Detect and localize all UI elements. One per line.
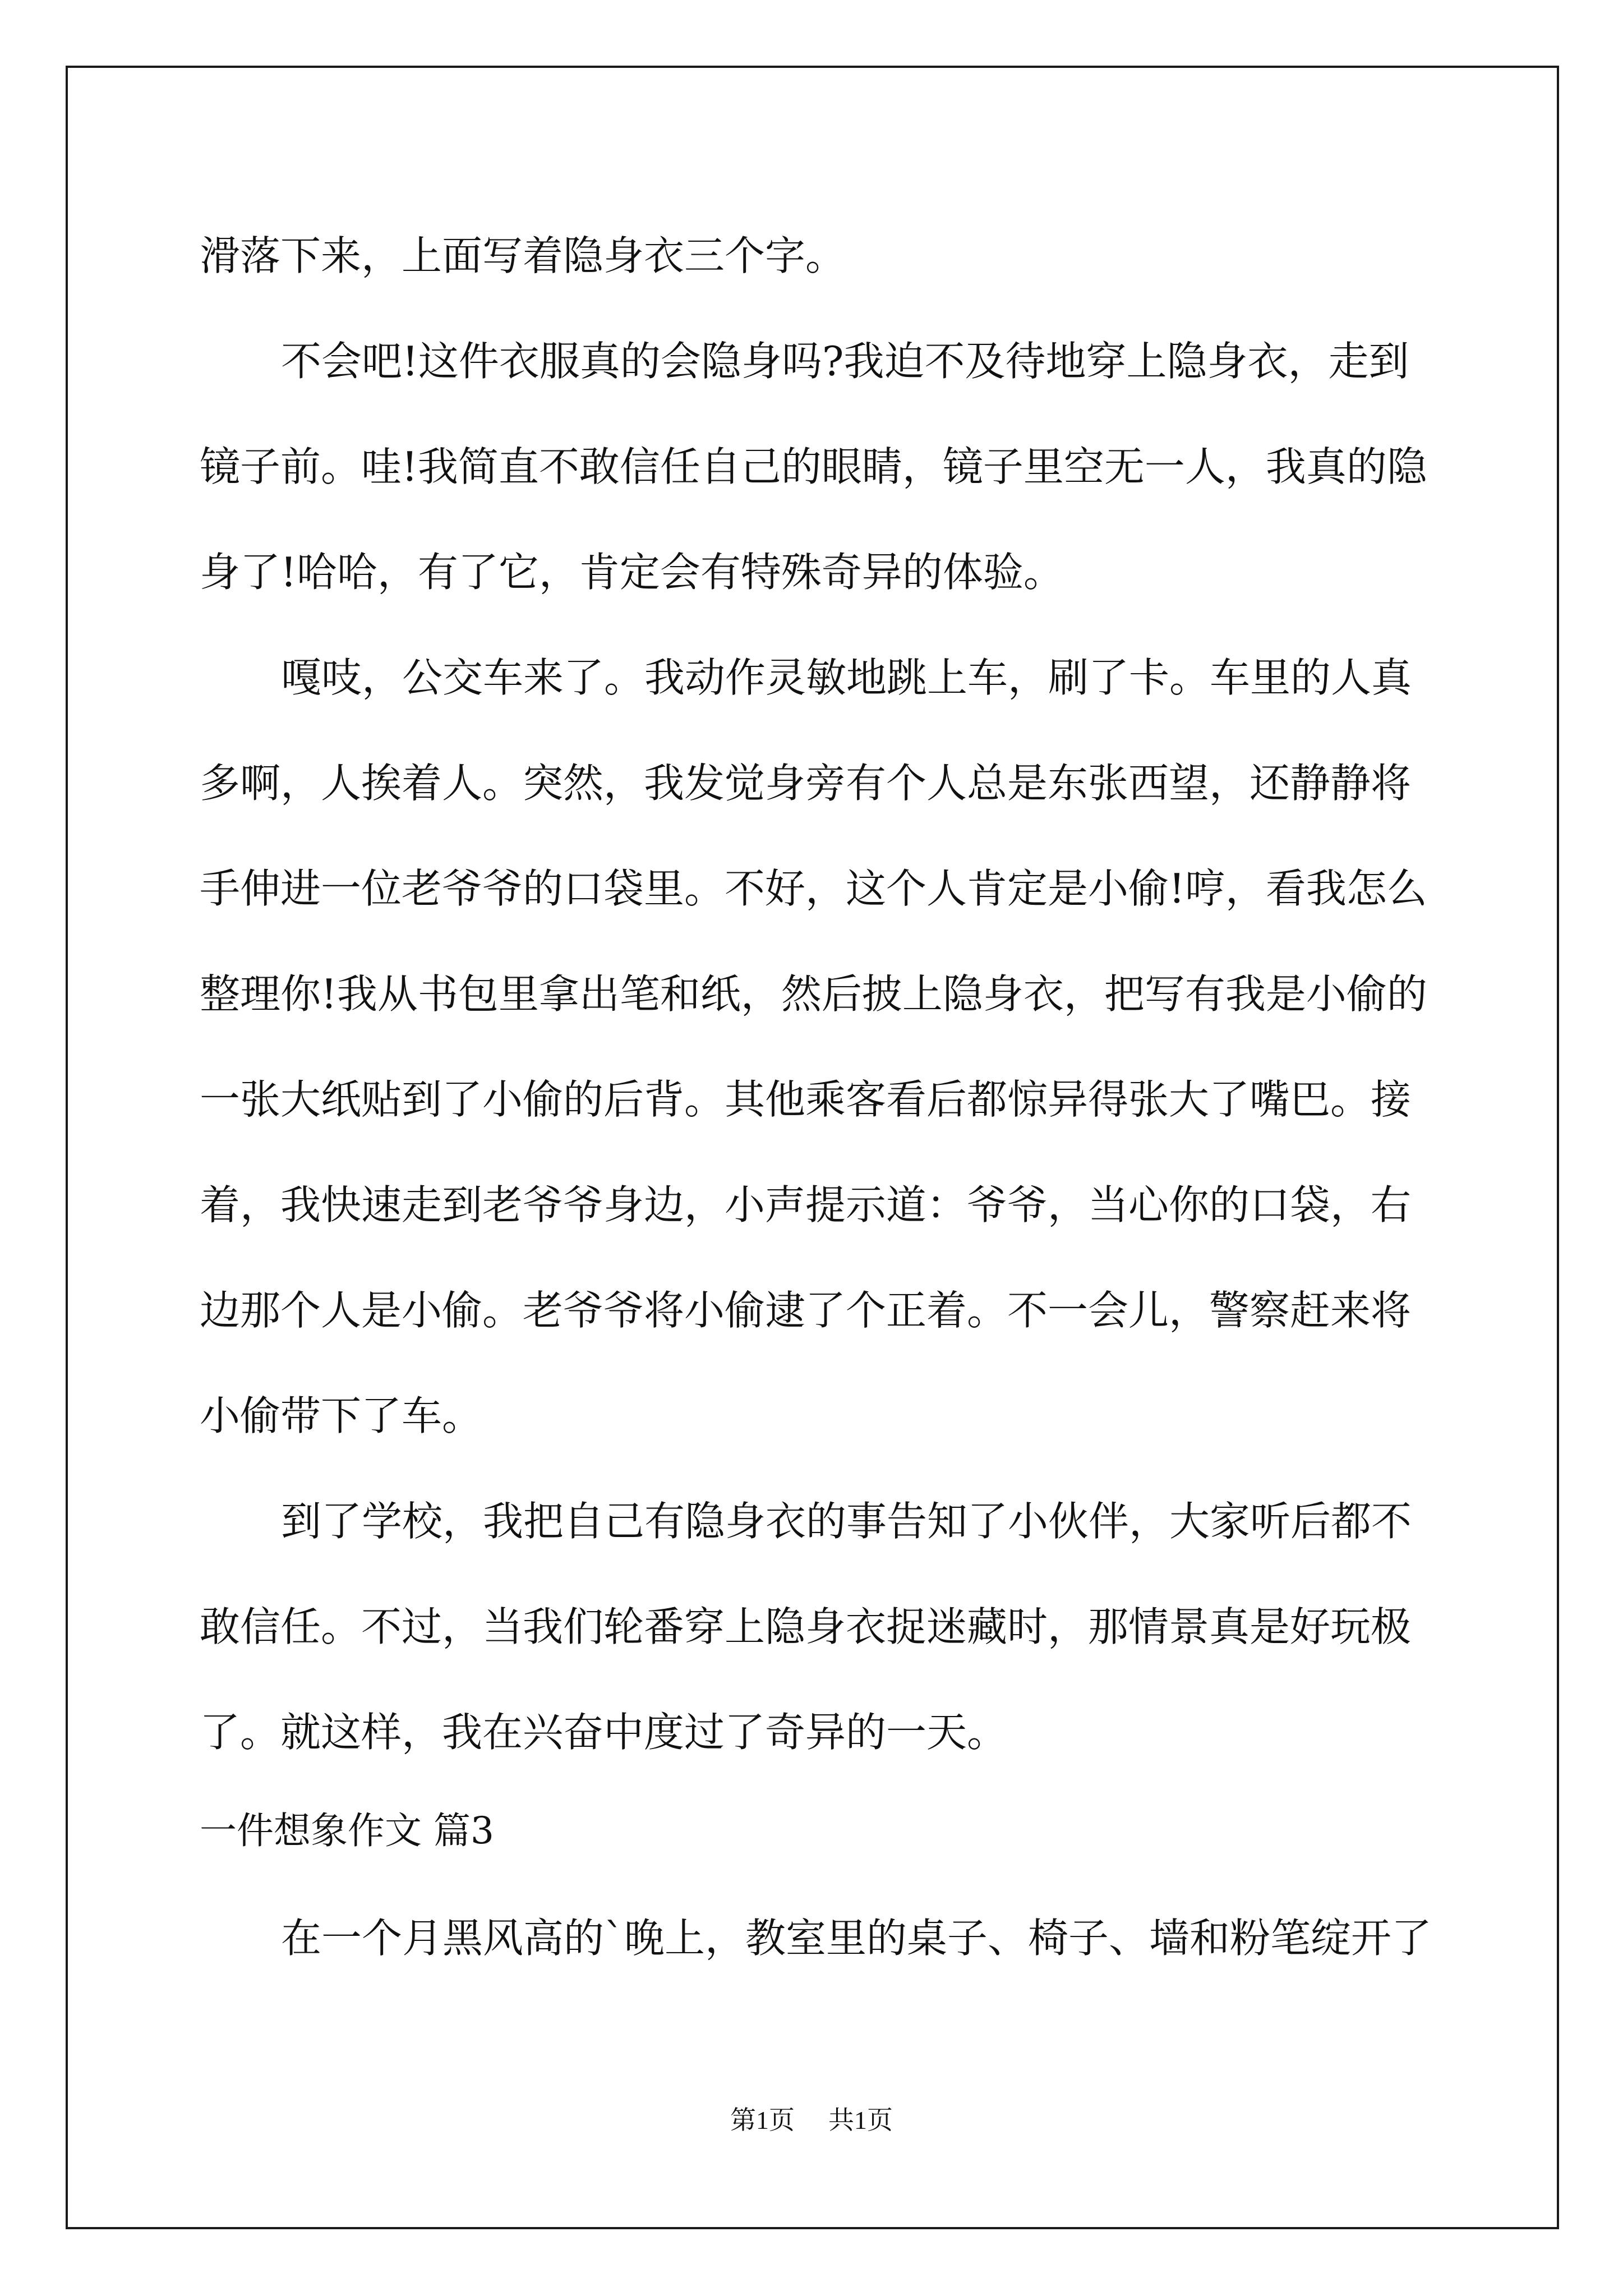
paragraph-first-line: 嘎吱，公交车来了。我动作灵敏地跳上车，刷了卡。车里的人真 — [281, 654, 1412, 701]
text-line: 了。就这样，我在兴奋中度过了奇异的一天。 — [200, 1709, 1008, 1756]
text-line: 身了!哈哈，有了它，肯定会有特殊奇异的体验。 — [200, 549, 1064, 596]
paragraph-first-line: 在一个月黑风高的`晚上，教室里的桌子、椅子、墙和粉笔绽开了 — [281, 1915, 1432, 1962]
text-line: 敢信任。不过，当我们轮番穿上隐身衣捉迷藏时，那情景真是好玩极 — [200, 1603, 1412, 1650]
text-line: 边那个人是小偷。老爷爷将小偷逮了个正着。不一会儿，警察赶来将 — [200, 1287, 1412, 1334]
paragraph-first-line: 不会吧!这件衣服真的会隐身吗?我迫不及待地穿上隐身衣，走到 — [281, 338, 1409, 385]
page-total: 共1页 — [828, 2106, 893, 2134]
text-line: 多啊，人挨着人。突然，我发觉身旁有个人总是东张西望，还静静将 — [200, 760, 1412, 807]
text-line: 一张大纸贴到了小偷的后背。其他乘客看后都惊异得张大了嘴巴。接 — [200, 1076, 1412, 1123]
paragraph-first-line: 到了学校，我把自己有隐身衣的事告知了小伙伴，大家听后都不 — [281, 1498, 1412, 1545]
text-line: 着，我快速走到老爷爷身边，小声提示道：爷爷，当心你的口袋，右 — [200, 1181, 1412, 1228]
text-line: 镜子前。哇!我简直不敢信任自己的眼睛，镜子里空无一人，我真的隐 — [200, 443, 1427, 490]
page-footer — [0, 2100, 1623, 2137]
text-line: 整理你!我从书包里拿出笔和纸，然后披上隐身衣，把写有我是小偷的 — [200, 970, 1427, 1018]
text-line: 滑落下来，上面写着隐身衣三个字。 — [200, 232, 846, 279]
section-heading: 一件想象作文 篇3 — [200, 1809, 494, 1852]
page-number: 第1页 — [730, 2106, 795, 2134]
page-border — [66, 66, 1559, 2229]
text-line: 小偷带下了车。 — [200, 1392, 483, 1439]
text-line: 手伸进一位老爷爷的口袋里。不好，这个人肯定是小偷!哼，看我怎么 — [200, 865, 1427, 912]
